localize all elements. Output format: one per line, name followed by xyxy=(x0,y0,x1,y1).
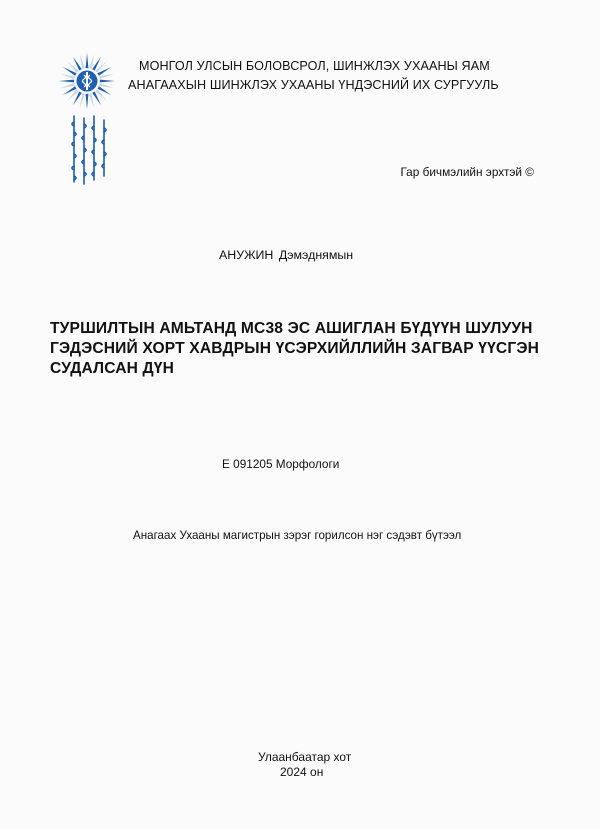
ministry-name: МОНГОЛ УЛСЫН БОЛОВСРОЛ, ШИНЖЛЭХ УХААНЫ ЯАМ xyxy=(139,59,490,73)
mongolian-script-name-icon xyxy=(66,112,110,188)
year: 2024 он xyxy=(280,765,324,779)
thesis-title-line: СУДАЛСАН ДҮН xyxy=(50,360,175,377)
university-name: АНАГААХЫН ШИНЖЛЭХ УХААНЫ ҮНДЭСНИЙ ИХ СУРГУУЛЬ xyxy=(128,78,499,92)
specialty-code: E 091205 Морфологи xyxy=(222,457,340,471)
city: Улаанбаатар хот xyxy=(258,750,352,764)
thesis-title xyxy=(50,319,570,379)
author-name: АНУЖИН Дэмэднямын xyxy=(219,248,354,262)
university-emblem-icon xyxy=(58,52,116,110)
copyright-note: Гар бичмэлийн эрхтэй © xyxy=(400,165,534,179)
degree-statement: Анагаах Ухааны магистрын зэрэг горилсон нэг сэдэвт бүтээл xyxy=(133,529,462,542)
thesis-title-line: ГЭДЭСНИЙ ХОРТ ХАВДРЫН ҮСЭРХИЙЛЛИЙН ЗАГВАР ҮҮСГЭН xyxy=(50,340,539,357)
thesis-title-line: ТУРШИЛТЫН АМЬТАНД MC38 ЭС АШИГЛАН БҮДҮҮН ШУЛУУН xyxy=(50,320,533,337)
